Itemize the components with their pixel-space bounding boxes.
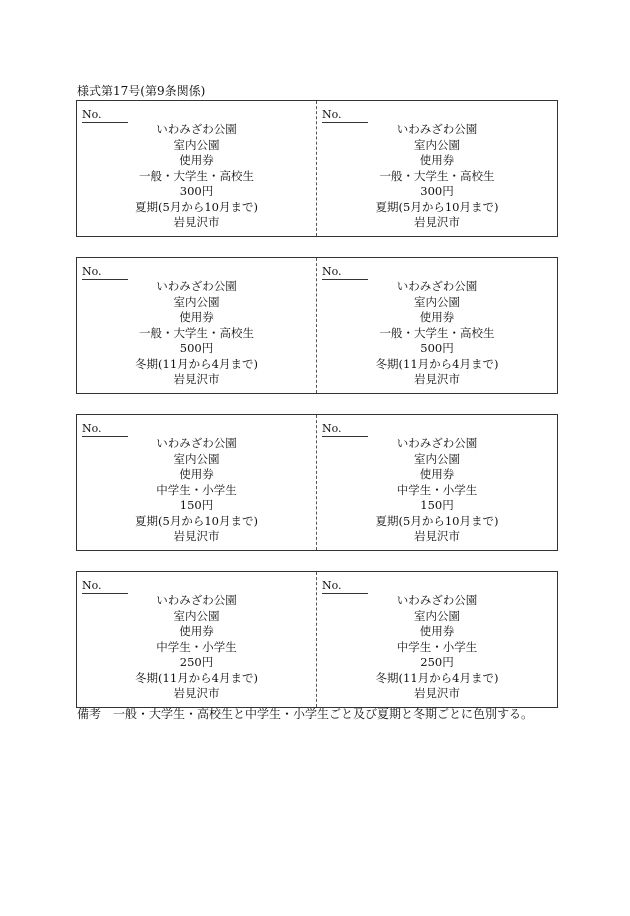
ticket-price: 250円 bbox=[420, 655, 454, 669]
ticket-issuer: 岩見沢市 bbox=[173, 215, 220, 229]
ticket-facility: 室内公園 bbox=[414, 451, 460, 466]
ticket-number-field: No. bbox=[82, 423, 128, 437]
ticket-number-field: No. bbox=[322, 580, 368, 594]
form-title: 様式第17号(第9条関係) bbox=[77, 84, 206, 98]
ticket-facility: 室内公園 bbox=[414, 137, 460, 152]
ticket-price: 300円 bbox=[179, 184, 214, 198]
ticket-facility: 室内公園 bbox=[414, 608, 460, 623]
ticket-category: 中学生・小学生 bbox=[396, 482, 478, 497]
ticket-number-field: No. bbox=[322, 423, 368, 437]
ticket-category: 中学生・小学生 bbox=[396, 639, 478, 654]
ticket-row-child-summer bbox=[76, 414, 558, 551]
ticket-issuer: 岩見沢市 bbox=[414, 372, 460, 386]
ticket-category: 中学生・小学生 bbox=[156, 482, 237, 497]
ticket-price: 500円 bbox=[179, 341, 214, 355]
ticket-stub bbox=[77, 258, 317, 393]
remarks bbox=[77, 707, 533, 721]
ticket-park-name: いわみざわ公園 bbox=[156, 593, 237, 607]
ticket-category: 一般・大学生・高校生 bbox=[379, 325, 495, 340]
ticket-type: 使用券 bbox=[179, 310, 214, 324]
ticket-type: 使用券 bbox=[419, 153, 455, 167]
ticket-park-name: いわみざわ公園 bbox=[156, 279, 237, 293]
ticket-number-field: No. bbox=[82, 266, 128, 280]
ticket-season: 冬期(11月から4月まで) bbox=[135, 356, 258, 371]
ticket-stub bbox=[77, 415, 317, 550]
remarks-label: 備考 bbox=[77, 707, 102, 721]
ticket-row-adult-winter bbox=[76, 257, 558, 394]
ticket-park-name: いわみざわ公園 bbox=[156, 122, 237, 136]
ticket-category: 一般・大学生・高校生 bbox=[139, 168, 254, 183]
ticket-issuer: 岩見沢市 bbox=[173, 529, 220, 543]
ticket-row-child-winter bbox=[76, 571, 558, 708]
ticket-row-adult-summer bbox=[76, 100, 558, 237]
ticket-sheet bbox=[76, 100, 558, 728]
ticket-price: 150円 bbox=[179, 498, 214, 512]
ticket-park-name: いわみざわ公園 bbox=[396, 122, 478, 136]
ticket-season: 夏期(5月から10月まで) bbox=[135, 199, 258, 214]
ticket-main bbox=[317, 415, 557, 550]
ticket-type: 使用券 bbox=[179, 153, 214, 167]
ticket-category: 一般・大学生・高校生 bbox=[379, 168, 495, 183]
ticket-price: 250円 bbox=[179, 655, 214, 669]
ticket-number-field: No. bbox=[82, 580, 128, 594]
ticket-main bbox=[317, 258, 557, 393]
ticket-type: 使用券 bbox=[419, 310, 455, 324]
ticket-price: 300円 bbox=[420, 184, 454, 198]
ticket-price: 150円 bbox=[420, 498, 454, 512]
ticket-facility: 室内公園 bbox=[173, 608, 220, 623]
ticket-type: 使用券 bbox=[179, 467, 214, 481]
ticket-number-field: No. bbox=[82, 109, 128, 123]
ticket-type: 使用券 bbox=[419, 467, 455, 481]
ticket-issuer: 岩見沢市 bbox=[414, 686, 460, 700]
ticket-park-name: いわみざわ公園 bbox=[156, 436, 237, 450]
ticket-park-name: いわみざわ公園 bbox=[396, 436, 478, 450]
ticket-issuer: 岩見沢市 bbox=[414, 529, 460, 543]
ticket-issuer: 岩見沢市 bbox=[414, 215, 460, 229]
ticket-issuer: 岩見沢市 bbox=[173, 372, 220, 386]
ticket-price: 500円 bbox=[420, 341, 454, 355]
ticket-park-name: いわみざわ公園 bbox=[396, 593, 478, 607]
ticket-number-field: No. bbox=[322, 266, 368, 280]
ticket-stub bbox=[77, 572, 317, 707]
ticket-season: 夏期(5月から10月まで) bbox=[135, 513, 258, 528]
remarks-text: 一般・大学生・高校生と中学生・小学生ごと及び夏期と冬期ごとに色別する。 bbox=[113, 707, 534, 721]
ticket-number-field: No. bbox=[322, 109, 368, 123]
ticket-facility: 室内公園 bbox=[173, 294, 220, 309]
ticket-stub bbox=[77, 101, 317, 236]
ticket-park-name: いわみざわ公園 bbox=[396, 279, 478, 293]
ticket-season: 冬期(11月から4月まで) bbox=[375, 356, 499, 371]
ticket-type: 使用券 bbox=[419, 624, 455, 638]
ticket-issuer: 岩見沢市 bbox=[173, 686, 220, 700]
ticket-type: 使用券 bbox=[179, 624, 214, 638]
ticket-facility: 室内公園 bbox=[414, 294, 460, 309]
ticket-season: 夏期(5月から10月まで) bbox=[375, 199, 499, 214]
ticket-category: 中学生・小学生 bbox=[156, 639, 237, 654]
ticket-main bbox=[317, 572, 557, 707]
ticket-season: 夏期(5月から10月まで) bbox=[375, 513, 499, 528]
ticket-season: 冬期(11月から4月まで) bbox=[375, 670, 499, 685]
ticket-main bbox=[317, 101, 557, 236]
ticket-category: 一般・大学生・高校生 bbox=[139, 325, 254, 340]
ticket-facility: 室内公園 bbox=[173, 451, 220, 466]
ticket-facility: 室内公園 bbox=[173, 137, 220, 152]
ticket-season: 冬期(11月から4月まで) bbox=[135, 670, 258, 685]
